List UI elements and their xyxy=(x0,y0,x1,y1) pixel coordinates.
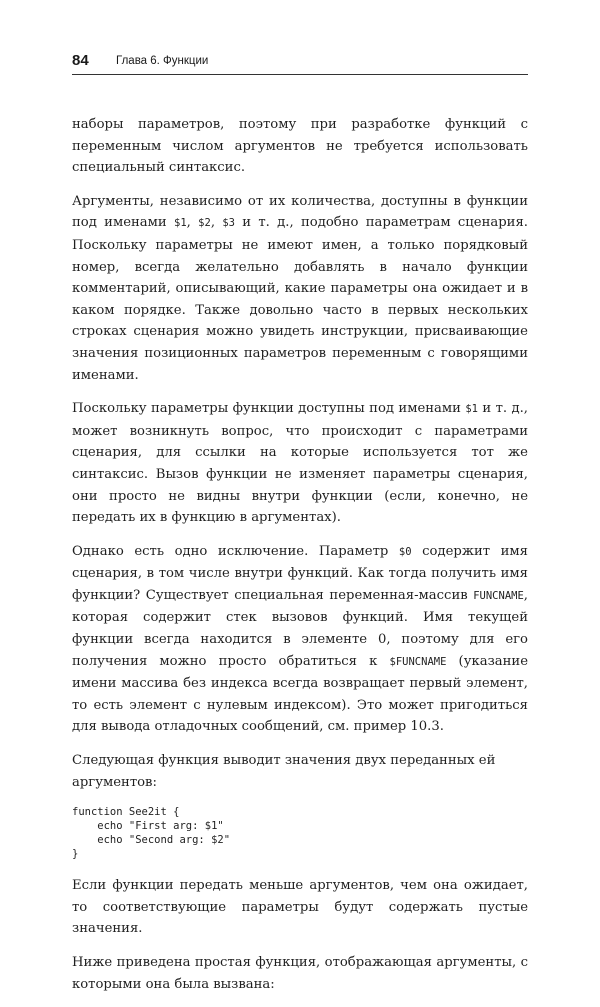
page-number: 84 xyxy=(72,52,89,69)
inline-code: $2 xyxy=(198,217,211,230)
paragraph xyxy=(72,952,528,995)
chapter-title: Глава 6. Функции xyxy=(116,55,209,67)
inline-code: $FUNCNAME xyxy=(389,655,447,668)
text-segment: (указание имени массива без индекса всегда возвращает первый элемент, то есть элемент с нулевым индексом). Это может пригодиться для вывода отладочных сообщений, см. пример 10.3. xyxy=(72,653,529,735)
code-block: function See2it { echo "First arg: $1" echo "Second arg: $2" } xyxy=(72,806,231,861)
text-segment: и т. д., подобно параметрам сценария. Поскольку параметры не имеют имен, а только порядковый номер, всегда желательно добавлять в начало функции комментарий, описывающий, какие параметры она ожидает и в каком порядке. Также довольно часто в первых нескольких строках сценария можно увидеть инструкции, присваивающие значения позиционных параметров переменным с говорящими именами. xyxy=(72,215,528,383)
text-segment: Однако есть одно исключение. Параметр xyxy=(72,543,399,559)
text-segment: Поскольку параметры функции доступны под именами xyxy=(72,401,466,417)
page-body xyxy=(72,114,528,1007)
paragraph xyxy=(72,750,528,793)
text-segment: Аргументы, независимо от их количества, доступны в функции под именами xyxy=(72,193,528,231)
paragraph xyxy=(72,875,528,940)
text-segment: Ниже приведена простая функция, отображающая аргументы, с которыми она была вызвана: xyxy=(72,955,528,992)
inline-code: $1 xyxy=(465,403,479,416)
text-segment: наборы параметров, поэтому при разработке функций с переменным числом аргументов не требуется использовать специальный синтаксис. xyxy=(72,117,528,176)
text-segment: содержит имя сценария, в том числе внутри функций. Как тогда получить имя функции? Существует специальная переменная-массив xyxy=(72,543,528,603)
inline-code: FUNCNAME xyxy=(473,589,524,602)
paragraph xyxy=(72,398,528,529)
text-segment: , xyxy=(186,215,199,231)
text-segment: Если функции передать меньше аргументов, чем она ожидает, то соответствующие параметры будут содержать пустые значения. xyxy=(72,878,528,937)
inline-code: $3 xyxy=(222,217,235,230)
inline-code: $0 xyxy=(398,545,412,558)
text-segment: и т. д., может возникнуть вопрос, что происходит с параметрами сценария, для ссылки на которые используется тот же синтаксис. Вызов функции не изменяет параметры сценария, они просто не видны внутри функции (если, конечно, не передать их в функцию в аргументах). xyxy=(72,401,528,526)
header-rule xyxy=(72,74,528,75)
paragraph xyxy=(72,541,528,738)
inline-code: $1 xyxy=(174,217,187,230)
paragraph xyxy=(72,114,528,179)
text-segment: , xyxy=(210,215,223,231)
paragraph xyxy=(72,191,528,386)
text-segment: Следующая функция выводит значения двух переданных ей аргументов: xyxy=(72,753,496,790)
running-header xyxy=(72,52,528,74)
text-segment: , которая содержит стек вызовов функций. Имя текущей функции всегда находится в элементе 0, поэтому для его получения можно просто обратиться к xyxy=(72,587,528,669)
